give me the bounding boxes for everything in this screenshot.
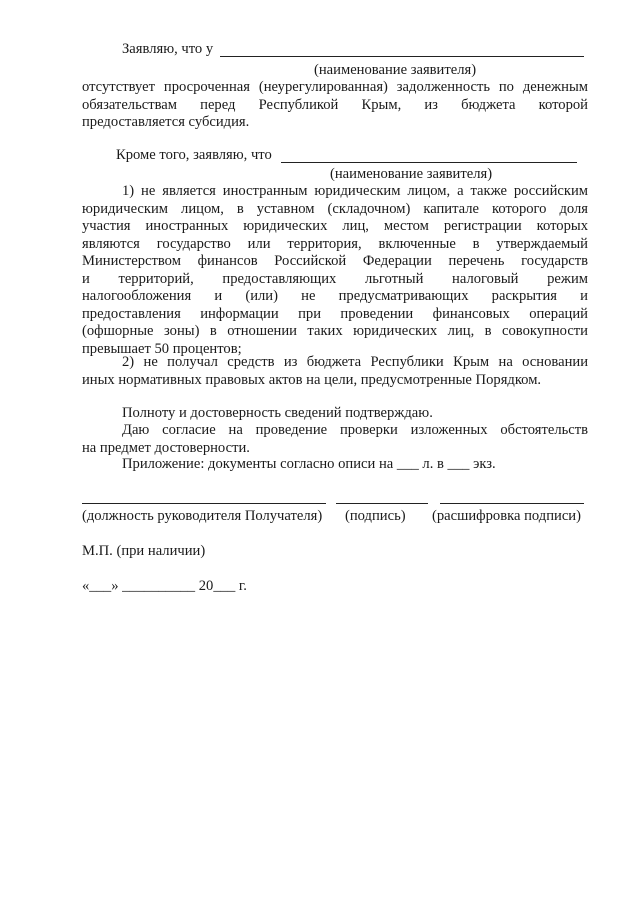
statement-1-prefix: Заявляю, что у [122, 41, 214, 57]
date-line: «___» __________ 20___ г. [82, 578, 247, 594]
item-2-body [82, 354, 588, 389]
item-1-line: юридическим лицом, в уставном (складочном) капитале которого доля [82, 200, 588, 217]
applicant-name-caption-1: (наименование заявителя) [314, 62, 477, 78]
item-1-line: Министерством финансов Российской Федерации перечень государств [82, 253, 588, 269]
statement-1-line-1: отсутствует просроченная (неурегулированная) задолженность по денежным [82, 79, 588, 95]
statement-1-line-3: предоставляется субсидия. [82, 114, 250, 130]
item-1-line: и территорий, предоставляющих льготный налоговый режим [82, 270, 588, 287]
applicant-name-caption-2: (наименование заявителя) [330, 166, 493, 182]
decoding-line[interactable] [440, 503, 584, 504]
consent-line-2: на предмет достоверности. [82, 439, 250, 456]
item-1-body [82, 183, 588, 358]
item-1-line: участия иностранных юридических лиц, местом регистрации которых [82, 218, 588, 234]
signature-caption: (подпись) [345, 508, 406, 524]
item-1-line: предоставления информации при проведении финансовых операций [82, 305, 588, 322]
attachment-line: Приложение: документы согласно описи на ___ л. в ___ экз. [122, 456, 496, 472]
item-1-line: 1) не является иностранным юридическим лицом, а также российским [122, 183, 588, 199]
decoding-caption: (расшифровка подписи) [432, 508, 581, 524]
position-caption: (должность руководителя Получателя) [82, 508, 323, 524]
item-2-line: иных нормативных правовых актов на цели, предусмотренные Порядком. [82, 371, 542, 388]
item-1-line: (офшорные зоны) в отношении таких юридических лиц, в совокупности [82, 323, 588, 339]
consent-line-1: Даю согласие на проведение проверки изложенных обстоятельств [122, 422, 588, 438]
applicant-name-line-1[interactable] [220, 56, 584, 57]
item-1-line: являются государство или территория, включенные в утверждаемый [82, 235, 588, 252]
statement-1-body [82, 79, 588, 132]
item-1-line: превышает 50 процентов; [82, 340, 242, 357]
confirmation-line-1: Полноту и достоверность сведений подтверждаю. [122, 405, 433, 421]
consent-body [82, 422, 588, 457]
statement-2-prefix: Кроме того, заявляю, что [116, 147, 272, 163]
item-2-line: 2) не получал средств из бюджета Республики Крым на основании [122, 354, 588, 370]
position-line[interactable] [82, 503, 326, 504]
stamp-note: М.П. (при наличии) [82, 543, 206, 559]
item-1-line: налогообложения и (или) не предусматривающих раскрытия и [82, 288, 588, 304]
signature-line[interactable] [336, 503, 428, 504]
applicant-name-line-2[interactable] [281, 162, 577, 163]
statement-1-line-2: обязательствам перед Республикой Крым, из бюджета которой [82, 96, 588, 113]
